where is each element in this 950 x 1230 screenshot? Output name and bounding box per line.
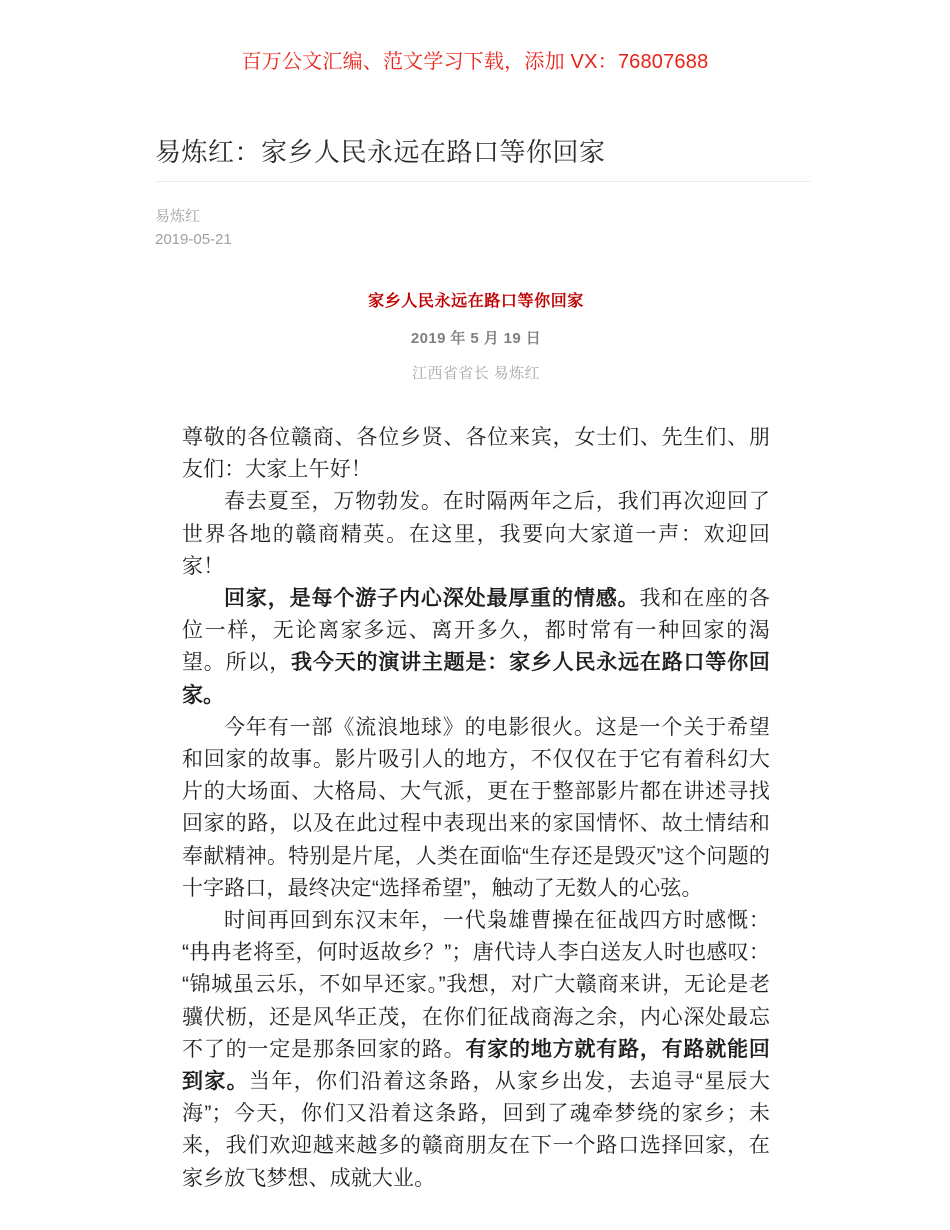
plain-text: 春去夏至，万物勃发。在时隔两年之后，我们再次迎回了世界各地的赣商精英。在这里，我要向大家道一声：欢迎回家！	[182, 490, 770, 578]
article-content	[182, 289, 770, 1195]
title-divider	[155, 181, 810, 182]
document-date: 2019-05-21	[155, 231, 232, 248]
emphasis-text: 有家的地方就有路，有路就能回到家。	[182, 1037, 770, 1094]
promo-banner: 百万公文汇编、范文学习下载，添加 VX：76807688	[241, 51, 709, 73]
page-title: 易炼红：家乡人民永远在路口等你回家	[155, 137, 606, 167]
document-author: 易炼红	[155, 208, 201, 225]
emphasis-text: 回家，是每个游子内心深处最厚重的情感。	[224, 587, 640, 611]
plain-text: 时间再回到东汉末年，一代枭雄曹操在征战四方时感慨：“冉冉老将至，何时返故乡？”；唐代诗人李白送友人时也感叹：“锦城虽云乐，不如早还家。”我想，对广大赣商来讲，无论是老骥伏枥，还是风华正茂，在你们征战商海之余，内心深处最忘不了的一定是那条回家的路。	[182, 909, 770, 1061]
emphasis-text: 我今天的演讲主题是：家乡人民永远在路口等你回家。	[182, 651, 771, 707]
article-title: 家乡人民永远在路口等你回家	[368, 293, 584, 310]
plain-text: 尊敬的各位赣商、各位乡贤、各位来宾，女士们、先生们、朋友们：大家上午好！	[182, 426, 770, 482]
plain-text: 我和在座的各位一样，无论离家多远、离开多久，都时常有一种回家的渴望。所以，	[182, 587, 770, 675]
plain-text: 当年，你们沿着这条路，从家乡出发，去追寻“星辰大海”；今天，你们又沿着这条路，回到了魂牵梦绕的家乡；未来，我们欢迎越来越多的赣商朋友在下一个路口选择回家，在家乡放飞梦想、成就大业。	[182, 1070, 770, 1190]
article-paragraph	[182, 422, 770, 486]
plain-text: 今年有一部《流浪地球》的电影很火。这是一个关于希望和回家的故事。影片吸引人的地方，不仅仅在于它有着科幻大片的大场面、大格局、大气派，更在于整部影片都在讲述寻找回家的路，以及在此过程中表现出来的家国情怀、故土情结和奉献精神。特别是片尾，人类在面临“生存还是毁灭”这个问题的十字路口，最终决定“选择希望”，触动了无数人的心弦。	[182, 715, 770, 900]
article-byline: 江西省省长 易炼红	[412, 365, 540, 382]
article-paragraph	[182, 712, 770, 905]
article-paragraph	[182, 583, 770, 712]
document-meta	[155, 205, 810, 251]
article-paragraph	[182, 486, 770, 583]
article-date: 2019 年 5 月 19 日	[410, 330, 542, 347]
document-header	[155, 132, 810, 251]
article-paragraph	[182, 905, 770, 1195]
article-body	[182, 422, 770, 1195]
